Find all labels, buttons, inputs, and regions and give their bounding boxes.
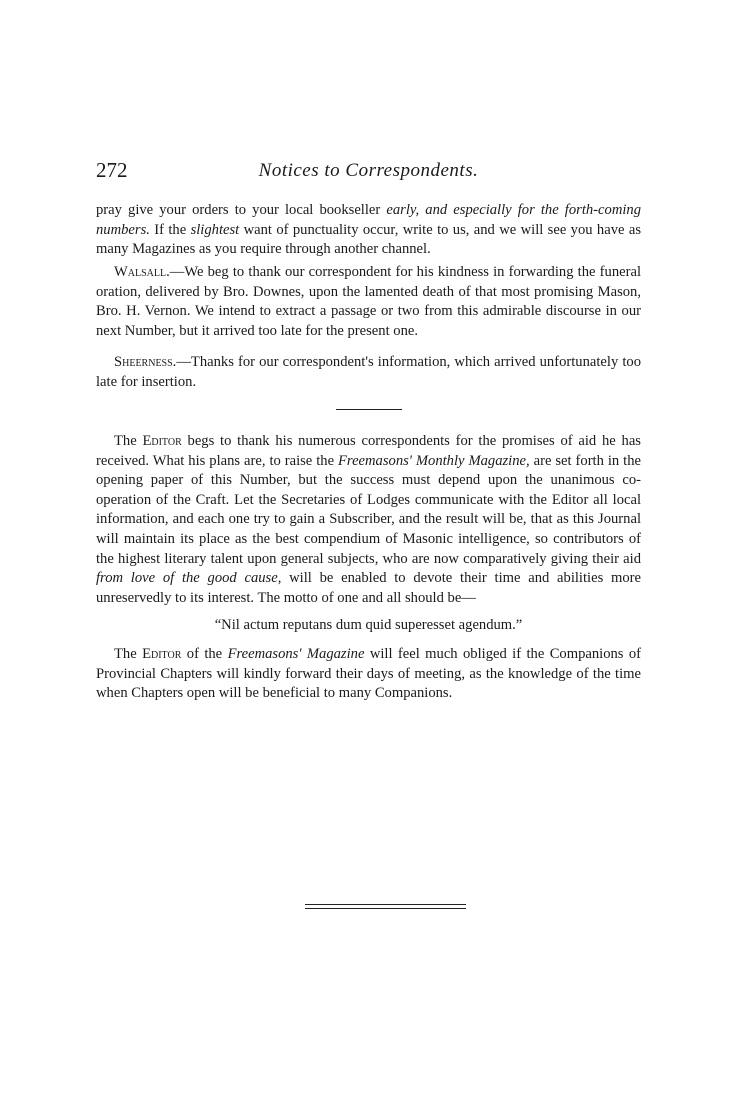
- editor-label: Editor: [142, 645, 182, 662]
- text-run: The: [114, 645, 143, 662]
- notice-text: —Thanks for our correspondent's information, which arrived unfortunately too late for insertion.: [96, 354, 641, 390]
- chapters-notice: [96, 645, 641, 704]
- running-title: Notices to Correspondents.: [258, 160, 479, 181]
- italic-text: Freemasons' Magazine: [227, 645, 365, 662]
- editor-notice: [96, 432, 641, 704]
- text-run: The: [114, 433, 143, 449]
- text-run: want of punctuality occur, write to us, and we will see you have as many Magazines as you require through another channel.: [96, 221, 641, 257]
- text-run: pray give your orders to your local bookseller: [96, 202, 387, 218]
- italic-text: slightest: [190, 221, 240, 238]
- page-header: [96, 158, 641, 188]
- end-rule: [305, 904, 466, 909]
- text-run: begs to thank his numerous correspondents for the promises of aid he has received. What his plans are, to raise the: [96, 433, 641, 469]
- section-divider: [336, 409, 402, 410]
- continuation-paragraph: [96, 201, 641, 260]
- notice-heading: Walsall.: [114, 264, 170, 280]
- italic-text: from love of the good cause,: [96, 570, 282, 587]
- notice-heading: Sheerness.: [114, 354, 177, 370]
- italic-text: early, and especially for the forth-coming numbers.: [96, 202, 642, 238]
- sheerness-notice: [96, 353, 641, 392]
- text-run: of the: [181, 645, 228, 662]
- text-run: are set forth in the opening paper of this Number, but the success must depend upon the unanimous co-operation of the Craft. Let the Secretaries of Lodges communicate with the Editor all local information, and each one try to gain a Subscriber, and the result will be, that as this Journal will maintain its place as the best compendium of Masonic intelligence, so contributors of the highest literary talent upon general subjects, who are now comparatively giving their aid: [96, 452, 641, 567]
- text-run: will feel much obliged if the Companions of Provincial Chapters will kindly forward their days of meeting, as the knowledge of the time when Chapters open will be beneficial to many Companions.: [96, 645, 642, 702]
- italic-text: Freemasons' Monthly Magazine,: [338, 452, 530, 469]
- notice-text: —We beg to thank our correspondent for his kindness in forwarding the funeral oration, delivered by Bro. Downes, upon the lamented death of that most promising Mason, Bro. H. Vernon. We intend to extract a passage or two from this admirable discourse in our next Number, but it arrived too late for the present one.: [96, 264, 641, 339]
- page-number: 272: [96, 158, 128, 182]
- text-run: If the: [149, 221, 191, 238]
- latin-motto: “Nil actum reputans dum quid superesset agendum.”: [214, 617, 523, 634]
- text-run: will be enabled to devote their time and abilities more unreservedly to its interest. The motto of one and all should be—: [96, 570, 641, 606]
- editor-label: Editor: [142, 433, 182, 449]
- walsall-notice: [96, 263, 641, 341]
